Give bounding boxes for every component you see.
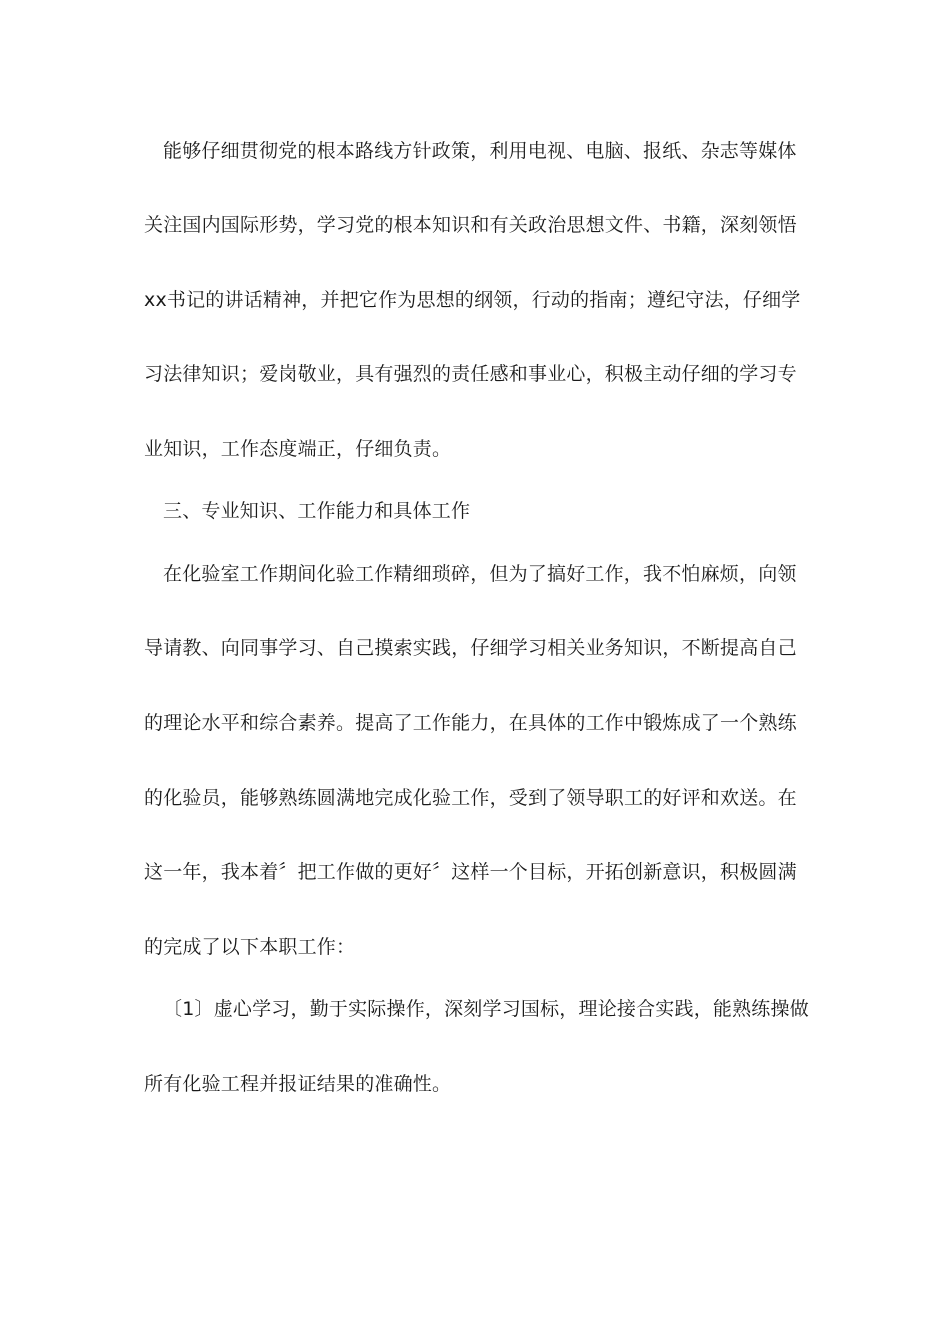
- paragraph-line: 在化验室工作期间化验工作精细琐碎，但为了搞好工作，我不怕麻烦，向领: [163, 563, 797, 585]
- paragraph-line: 习法律知识；爱岗敬业，具有强烈的责任感和事业心，积极主动仔细的学习专: [144, 363, 797, 385]
- paragraph-line: 这一年，我本着〞把工作做的更好〞这样一个目标，开拓创新意识，积极圆满: [144, 861, 797, 883]
- paragraph-line: 业知识，工作态度端正，仔细负责。: [144, 438, 452, 460]
- list-item-line: 〔1〕虚心学习，勤于实际操作，深刻学习国标，理论接合实践，能熟练操做: [163, 998, 809, 1020]
- list-item-line: 所有化验工程并报证结果的准确性。: [144, 1073, 452, 1095]
- paragraph-line: 的理论水平和综合素养。提高了工作能力，在具体的工作中锻炼成了一个熟练: [144, 712, 797, 734]
- paragraph-line: 的完成了以下本职工作：: [144, 936, 356, 958]
- paragraph-line: 能够仔细贯彻党的根本路线方针政策，利用电视、电脑、报纸、杂志等媒体: [163, 140, 797, 162]
- paragraph-line: xx书记的讲话精神，并把它作为思想的纲领，行动的指南；遵纪守法，仔细学: [144, 289, 801, 311]
- paragraph-line: 导请教、向同事学习、自己摸索实践，仔细学习相关业务知识，不断提高自己: [144, 637, 797, 659]
- paragraph-line: 关注国内国际形势，学习党的根本知识和有关政治思想文件、书籍，深刻领悟: [144, 214, 797, 236]
- section-heading: 三、专业知识、工作能力和具体工作: [163, 500, 471, 522]
- paragraph-line: 的化验员，能够熟练圆满地完成化验工作，受到了领导职工的好评和欢送。在: [144, 787, 797, 809]
